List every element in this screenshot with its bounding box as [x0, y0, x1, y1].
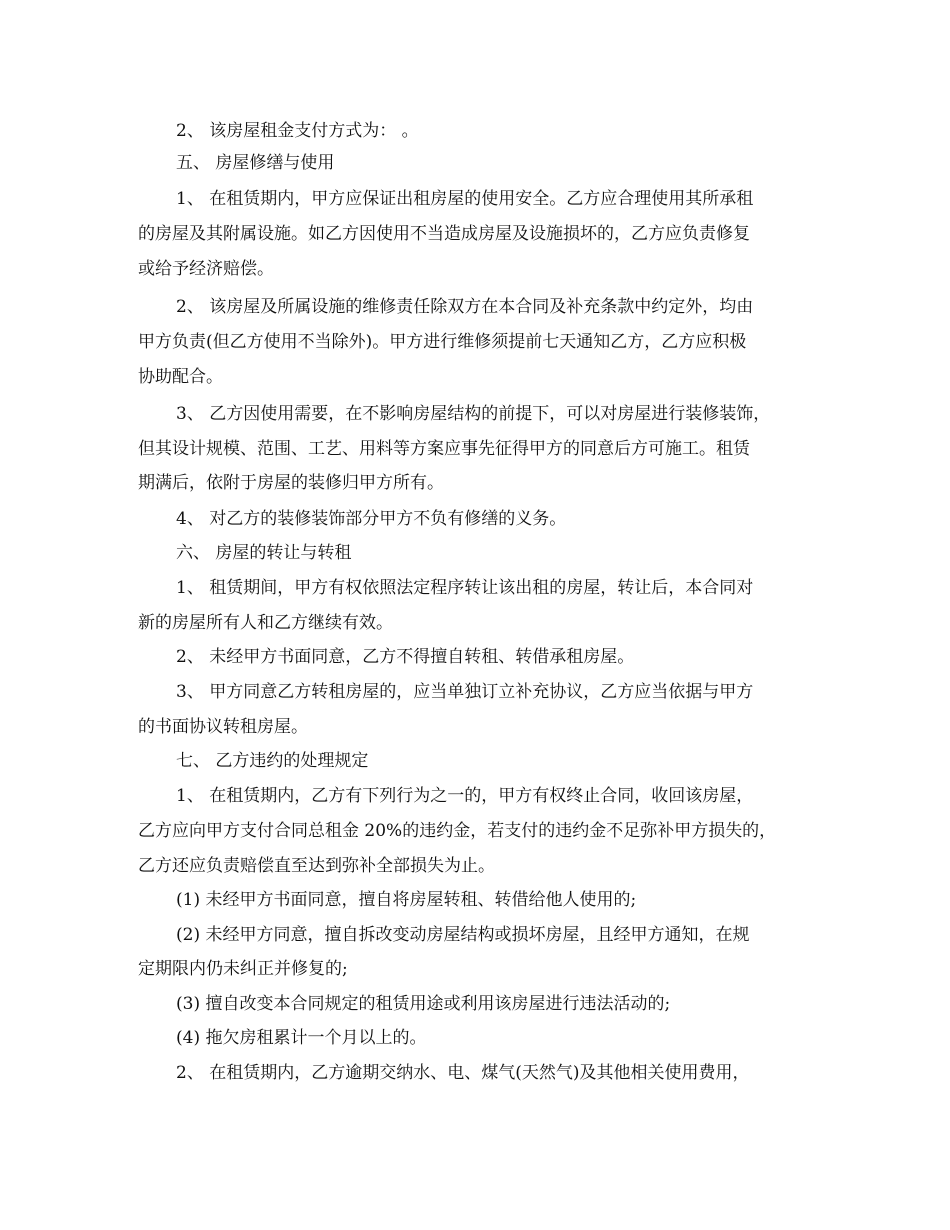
paragraph-line: 的房屋及其附属设施。如乙方因使用不当造成房屋及设施损坏的，乙方应负责修复 [138, 224, 750, 244]
paragraph-line: 1、 租赁期间，甲方有权依照法定程序转让该出租的房屋，转让后，本合同对 [176, 578, 754, 598]
paragraph-line: 乙方应向甲方支付合同总租金 20%的违约金，若支付的违约金不足弥补甲方损失的， [138, 821, 777, 841]
paragraph-line: 4、 对乙方的装修装饰部分甲方不负有修缮的义务。 [176, 509, 567, 529]
list-item-3: (3) 擅自改变本合同规定的租赁用途或利用该房屋进行违法活动的; [176, 994, 671, 1014]
paragraph-line: 或给予经济赔偿。 [138, 259, 274, 279]
paragraph-line: 2、 未经甲方书面同意，乙方不得擅自转租、转借承租房屋。 [176, 647, 635, 667]
list-item-1: (1) 未经甲方书面同意，擅自将房屋转租、转借给他人使用的; [176, 890, 637, 910]
paragraph-line: 的书面协议转租房屋。 [138, 717, 308, 737]
section-7-heading: 七、 乙方违约的处理规定 [176, 751, 369, 771]
section-6-heading: 六、 房屋的转让与转租 [176, 543, 352, 563]
paragraph-line: 定期限内仍未纠正并修复的; [138, 959, 348, 979]
paragraph-line: 2、 在租赁期内，乙方逾期交纳水、电、煤气(天然气)及其他相关使用费用， [176, 1063, 750, 1083]
paragraph-line: 新的房屋所有人和乙方继续有效。 [138, 613, 393, 633]
paragraph-line: 甲方负责(但乙方使用不当除外)。甲方进行维修须提前七天通知乙方，乙方应积极 [138, 332, 747, 352]
paragraph-line: 协助配合。 [138, 367, 223, 387]
paragraph-line: 1、 在租赁期内，乙方有下列行为之一的，甲方有权终止合同，收回该房屋， [176, 786, 754, 806]
paragraph-line: 乙方还应负责赔偿直至达到弥补全部损失为止。 [138, 856, 495, 876]
paragraph-line: 期满后，依附于房屋的装修归甲方所有。 [138, 473, 444, 493]
list-item-4: (4) 拖欠房租累计一个月以上的。 [176, 1028, 427, 1048]
paragraph-line: 3、 甲方同意乙方转租房屋的，应当单独订立补充协议，乙方应当依据与甲方 [176, 682, 754, 702]
paragraph-line: 2、 该房屋及所属设施的维修责任除双方在本合同及补充条款中约定外，均由 [176, 297, 754, 317]
section-5-heading: 五、 房屋修缮与使用 [176, 153, 335, 173]
payment-method-line: 2、 该房屋租金支付方式为： 。 [176, 121, 419, 141]
list-item-2: (2) 未经甲方同意，擅自拆改变动房屋结构或损坏房屋，且经甲方通知，在规 [176, 925, 750, 945]
paragraph-line: 1、 在租赁期内，甲方应保证出租房屋的使用安全。乙方应合理使用其所承租 [176, 189, 754, 209]
paragraph-line: 但其设计规模、范围、工艺、用料等方案应事先征得甲方的同意后方可施工。租赁 [138, 439, 750, 459]
paragraph-line: 3、 乙方因使用需要，在不影响房屋结构的前提下，可以对房屋进行装修装饰， [176, 404, 771, 424]
